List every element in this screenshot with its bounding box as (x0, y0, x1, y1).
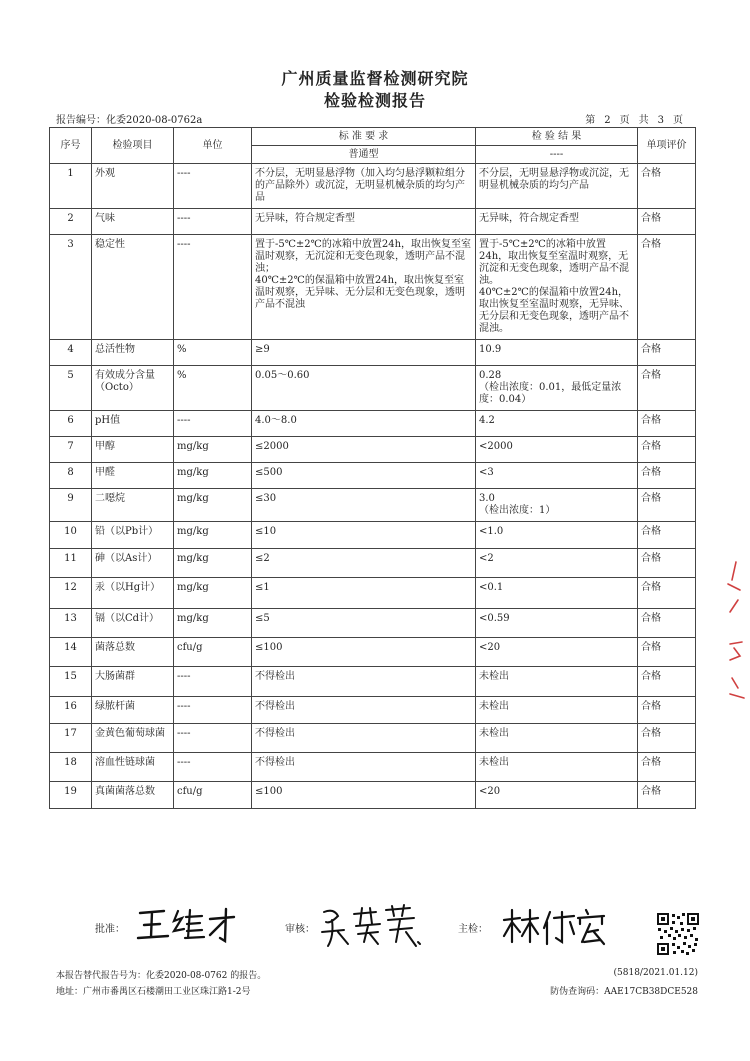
row-item-cell: 甲醛 (92, 463, 174, 489)
row-unit-cell: ---- (174, 667, 252, 697)
review-signature (318, 902, 428, 952)
page-current: 2 (604, 115, 612, 126)
table-row (50, 638, 696, 667)
row-number-cell: 4 (50, 340, 92, 366)
row-number-cell: 1 (50, 164, 92, 209)
row-evaluation-cell: 合格 (638, 724, 696, 753)
row-standard-cell: 4.0～8.0 (252, 411, 476, 437)
row-evaluation-cell: 合格 (638, 522, 696, 549)
row-unit-cell: cfu/g (174, 782, 252, 809)
row-standard-cell: ≤5 (252, 609, 476, 638)
row-result-cell: <3 (476, 463, 638, 489)
address: 地址：广州市番禺区石楼潮田工业区珠江路1-2号 (56, 987, 251, 997)
row-item-cell: 砷（以As计） (92, 549, 174, 578)
row-evaluation-cell: 合格 (638, 578, 696, 609)
row-number-cell: 14 (50, 638, 92, 667)
row-item-cell: 金黄色葡萄球菌 (92, 724, 174, 753)
row-number-cell: 19 (50, 782, 92, 809)
row-standard-cell: ≤500 (252, 463, 476, 489)
row-evaluation-cell: 合格 (638, 638, 696, 667)
table-row (50, 235, 696, 340)
row-standard-cell: 不得检出 (252, 697, 476, 724)
review-label: 审核： (285, 924, 315, 935)
row-number-cell: 13 (50, 609, 92, 638)
row-evaluation-cell: 合格 (638, 411, 696, 437)
row-item-cell: pH值 (92, 411, 174, 437)
row-item-cell: 溶血性链球菌 (92, 753, 174, 782)
row-item-cell: 汞（以Hg计） (92, 578, 174, 609)
row-result-cell: <20 (476, 638, 638, 667)
header-standard-sub: 普通型 (252, 146, 476, 164)
row-number-cell: 8 (50, 463, 92, 489)
row-unit-cell: mg/kg (174, 489, 252, 522)
table-row (50, 578, 696, 609)
row-unit-cell: mg/kg (174, 578, 252, 609)
header-standard: 标 准 要 求 (252, 128, 476, 146)
row-number-cell: 18 (50, 753, 92, 782)
row-evaluation-cell: 合格 (638, 667, 696, 697)
row-evaluation-cell: 合格 (638, 463, 696, 489)
row-result-cell: <0.59 (476, 609, 638, 638)
row-standard-cell: ≤10 (252, 522, 476, 549)
row-number-cell: 5 (50, 366, 92, 411)
row-standard-cell: ≥9 (252, 340, 476, 366)
row-number-cell: 9 (50, 489, 92, 522)
header-evaluation: 单项评价 (638, 128, 696, 164)
row-item-cell: 绿脓杆菌 (92, 697, 174, 724)
row-item-cell: 二噁烷 (92, 489, 174, 522)
table-row (50, 609, 696, 638)
row-result-cell: 无异味，符合规定香型 (476, 209, 638, 235)
table-row (50, 463, 696, 489)
row-evaluation-cell: 合格 (638, 489, 696, 522)
row-item-cell: 外观 (92, 164, 174, 209)
approve-label: 批准： (95, 924, 125, 935)
row-unit-cell: ---- (174, 209, 252, 235)
seal-fragment-icon (722, 560, 746, 710)
row-standard-cell: 不分层，无明显悬浮物（加入均匀悬浮颗粒组分的产品除外）或沉淀，无明显机械杂质的均匀产品 (252, 164, 476, 209)
row-unit-cell: ---- (174, 411, 252, 437)
row-unit-cell: mg/kg (174, 463, 252, 489)
row-standard-cell: ≤100 (252, 782, 476, 809)
page-total: 3 (657, 115, 665, 126)
row-item-cell: 稳定性 (92, 235, 174, 340)
row-result-cell: 0.28 （检出浓度：0.01，最低定量浓度：0.04） (476, 366, 638, 411)
row-evaluation-cell: 合格 (638, 609, 696, 638)
table-row (50, 697, 696, 724)
row-evaluation-cell: 合格 (638, 697, 696, 724)
row-result-cell: 不分层，无明显悬浮物或沉淀，无明显机械杂质的均匀产品 (476, 164, 638, 209)
row-unit-cell: ---- (174, 697, 252, 724)
approve-signature (130, 905, 240, 945)
row-evaluation-cell: 合格 (638, 437, 696, 463)
row-standard-cell: 置于-5℃±2℃的冰箱中放置24h，取出恢复至室温时观察，无沉淀和无变色现象，透明产品不混浊； 40℃±2℃的保温箱中放置24h，取出恢复至室温时观察，无异味、无分层和无变色现象，透明产品不混浊 (252, 235, 476, 340)
row-item-cell: 总活性物 (92, 340, 174, 366)
row-number-cell: 2 (50, 209, 92, 235)
row-unit-cell: cfu/g (174, 638, 252, 667)
row-unit-cell: mg/kg (174, 437, 252, 463)
row-evaluation-cell: 合格 (638, 753, 696, 782)
row-unit-cell: % (174, 340, 252, 366)
header-result: 检 验 结 果 (476, 128, 638, 146)
document-code: (5818/2021.01.12) (613, 968, 698, 978)
table-row (50, 549, 696, 578)
table-row (50, 411, 696, 437)
inspect-label: 主检： (458, 924, 488, 935)
table-row (50, 437, 696, 463)
row-item-cell: 真菌菌落总数 (92, 782, 174, 809)
inspect-signature (500, 906, 610, 950)
table-row (50, 667, 696, 697)
row-number-cell: 6 (50, 411, 92, 437)
row-item-cell: 大肠菌群 (92, 667, 174, 697)
row-result-cell: <20 (476, 782, 638, 809)
row-result-cell: <0.1 (476, 578, 638, 609)
page-word-3: 共 (638, 115, 650, 126)
row-result-cell: <2 (476, 549, 638, 578)
row-standard-cell: ≤2 (252, 549, 476, 578)
row-standard-cell: 0.05～0.60 (252, 366, 476, 411)
row-number-cell: 11 (50, 549, 92, 578)
row-number-cell: 10 (50, 522, 92, 549)
org-title: 广州质量监督检测研究院 (281, 69, 469, 88)
row-result-cell: 置于-5℃±2℃的冰箱中放置24h，取出恢复至室温时观察，无沉淀和无变色现象，透明产品不混浊。 40℃±2℃的保温箱中放置24h，取出恢复至室温时观察，无异味、无分层和无变色现象，透明产品不混浊。 (476, 235, 638, 340)
table-row (50, 489, 696, 522)
page-indicator (581, 111, 688, 126)
row-standard-cell: ≤100 (252, 638, 476, 667)
row-item-cell: 甲醇 (92, 437, 174, 463)
table-row (50, 209, 696, 235)
page-word-4: 页 (673, 115, 684, 126)
table-row (50, 340, 696, 366)
report-title: 检验检测报告 (323, 91, 426, 110)
table-row (50, 753, 696, 782)
row-standard-cell: 不得检出 (252, 724, 476, 753)
table-row (50, 782, 696, 809)
row-unit-cell: mg/kg (174, 609, 252, 638)
row-evaluation-cell: 合格 (638, 782, 696, 809)
row-evaluation-cell: 合格 (638, 549, 696, 578)
row-evaluation-cell: 合格 (638, 366, 696, 411)
row-result-cell: 未检出 (476, 697, 638, 724)
row-evaluation-cell: 合格 (638, 340, 696, 366)
row-result-cell: 未检出 (476, 753, 638, 782)
page-word-2: 页 (619, 115, 631, 126)
row-item-cell: 镉（以Cd计） (92, 609, 174, 638)
row-standard-cell: ≤30 (252, 489, 476, 522)
table-row (50, 522, 696, 549)
row-evaluation-cell: 合格 (638, 235, 696, 340)
row-result-cell: <1.0 (476, 522, 638, 549)
qr-code-icon (656, 912, 700, 956)
table-row (50, 724, 696, 753)
row-number-cell: 3 (50, 235, 92, 340)
header-result-sub: ---- (476, 146, 638, 164)
verification-code: 防伪查询码：AAE17CB38DCE528 (550, 987, 698, 997)
row-number-cell: 16 (50, 697, 92, 724)
header-no: 序号 (50, 128, 92, 164)
row-unit-cell: ---- (174, 164, 252, 209)
row-item-cell: 有效成分含量 （Octo） (92, 366, 174, 411)
row-unit-cell: ---- (174, 235, 252, 340)
header-item: 检验项目 (92, 128, 174, 164)
row-item-cell: 气味 (92, 209, 174, 235)
row-result-cell: 3.0 （检出浓度：1） (476, 489, 638, 522)
report-number: 报告编号：化委2020-08-0762a (56, 115, 203, 126)
row-unit-cell: mg/kg (174, 522, 252, 549)
row-standard-cell: ≤2000 (252, 437, 476, 463)
page-word-1: 第 (585, 115, 597, 126)
row-standard-cell: ≤1 (252, 578, 476, 609)
row-evaluation-cell: 合格 (638, 209, 696, 235)
row-number-cell: 7 (50, 437, 92, 463)
row-item-cell: 菌落总数 (92, 638, 174, 667)
row-unit-cell: mg/kg (174, 549, 252, 578)
row-unit-cell: ---- (174, 724, 252, 753)
row-unit-cell: % (174, 366, 252, 411)
row-standard-cell: 不得检出 (252, 667, 476, 697)
header-unit: 单位 (174, 128, 252, 164)
row-evaluation-cell: 合格 (638, 164, 696, 209)
row-standard-cell: 无异味，符合规定香型 (252, 209, 476, 235)
replace-note: 本报告替代报告号为：化委2020-08-0762 的报告。 (56, 971, 267, 981)
row-number-cell: 15 (50, 667, 92, 697)
row-result-cell: 4.2 (476, 411, 638, 437)
row-number-cell: 17 (50, 724, 92, 753)
table-row (50, 164, 696, 209)
row-result-cell: 10.9 (476, 340, 638, 366)
row-item-cell: 铅（以Pb计） (92, 522, 174, 549)
row-result-cell: <2000 (476, 437, 638, 463)
row-unit-cell: ---- (174, 753, 252, 782)
row-number-cell: 12 (50, 578, 92, 609)
table-row (50, 366, 696, 411)
row-standard-cell: 不得检出 (252, 753, 476, 782)
row-result-cell: 未检出 (476, 667, 638, 697)
results-table (49, 127, 696, 809)
row-result-cell: 未检出 (476, 724, 638, 753)
